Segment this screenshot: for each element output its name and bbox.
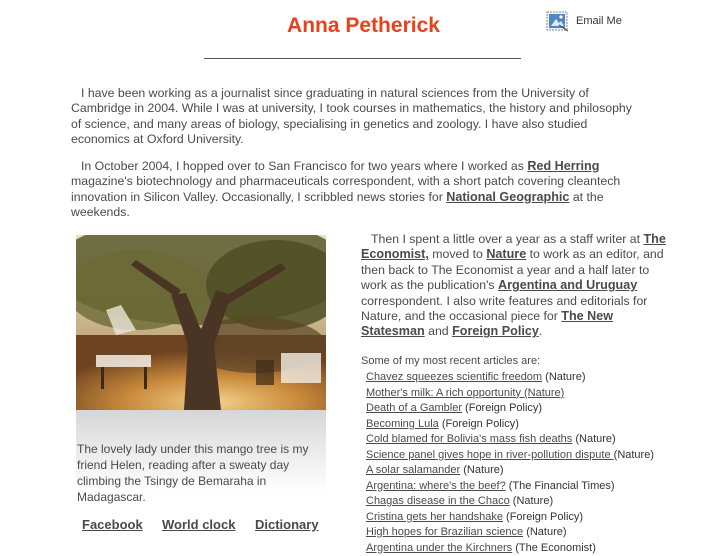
list-item <box>366 370 654 386</box>
p2-text-a: In October 2004, I hopped over to San Francisco for two years where I worked as <box>81 159 527 173</box>
career-text-5: and <box>425 324 452 338</box>
article-source: (Nature) <box>510 495 553 507</box>
career-text-2: moved to <box>429 247 486 261</box>
career-text-4: correspondent. I also write features and editorials for Nature, and the occasional piece for <box>361 294 647 323</box>
recent-articles-heading: Some of my most recent articles are: <box>361 355 540 367</box>
article-source: (Foreign Policy) <box>439 418 519 430</box>
article-source: (The Financial Times) <box>506 480 615 492</box>
articles-list <box>366 370 654 556</box>
article-source: (The Economist) <box>512 542 596 554</box>
list-item <box>366 401 654 417</box>
article-link[interactable]: Argentina under the Kirchners <box>366 542 512 554</box>
mango-tree-photo <box>76 235 326 410</box>
page-title: Anna Petherick <box>0 14 727 38</box>
article-source: (Nature) <box>572 433 615 445</box>
nature-link[interactable]: Nature <box>486 247 526 261</box>
article-link[interactable]: Chagas disease in the Chaco <box>366 495 510 507</box>
article-source: (Foreign Policy) <box>462 402 542 414</box>
title-divider <box>204 58 521 59</box>
email-me-label: Email Me <box>576 15 622 27</box>
list-item <box>366 541 654 556</box>
article-link[interactable]: Argentina: where's the beef? <box>366 480 506 492</box>
foreign-policy-link[interactable]: Foreign Policy <box>452 324 539 338</box>
article-source: (Nature) <box>523 526 566 538</box>
article-link[interactable]: Cold blamed for Bolivia's mass fish deaths <box>366 433 572 445</box>
p2-text-c: at the weekends. <box>71 190 604 219</box>
mail-stamp-icon <box>546 9 570 33</box>
career-text-1: Then I spent a little over a year as a staff writer at <box>371 232 643 246</box>
article-link[interactable]: Cristina gets her handshake <box>366 511 503 523</box>
article-link[interactable]: Becoming Lula <box>366 418 439 430</box>
article-link[interactable]: A solar salamander <box>366 464 460 476</box>
article-link[interactable]: Science panel gives hope in river-pollution dispute <box>366 449 614 461</box>
p2-text-b: magazine's biotechnology and pharmaceuticals correspondent, with a short patch covering cleantech innovation in Silicon Valley. Occasionally, I scribbled news stories for <box>71 174 620 203</box>
list-item <box>366 525 654 541</box>
list-item <box>366 432 654 448</box>
career-paragraph <box>361 232 677 340</box>
article-source: (Nature) <box>614 449 654 461</box>
list-item <box>366 448 654 464</box>
list-item <box>366 510 654 526</box>
career-text-6: . <box>539 324 542 338</box>
photo-caption: The lovely lady under this mango tree is my friend Helen, reading after a sweaty day climbing the Tsingy de Bemaraha in Madagascar. <box>77 441 329 505</box>
new-statesman-link[interactable]: The New Statesman <box>361 309 613 338</box>
email-me-link[interactable] <box>546 9 622 33</box>
list-item <box>366 463 654 479</box>
world-clock-link[interactable]: World clock <box>162 517 235 532</box>
intro-paragraph-2 <box>71 159 637 221</box>
article-source: (Foreign Policy) <box>503 511 583 523</box>
career-text-3: to work as an editor, and then back to The Economist a year and a half later to work as the publication's <box>361 247 664 292</box>
intro-paragraph-1: I have been working as a journalist since graduating in natural sciences from the University of Cambridge in 2004. While I was at university, I took courses in mathematics, the history and philosophy of science, and many areas of biology, specialising in genetics and zoology. I have also studied economics at Oxford University. <box>71 86 637 148</box>
red-herring-link[interactable]: Red Herring <box>527 159 599 173</box>
list-item <box>366 479 654 495</box>
dictionary-link[interactable]: Dictionary <box>255 517 319 532</box>
article-source: (Nature) <box>460 464 503 476</box>
article-link[interactable]: High hopes for Brazilian science <box>366 526 523 538</box>
article-link[interactable]: Chavez squeezes scientific freedom <box>366 371 542 383</box>
list-item <box>366 417 654 433</box>
facebook-link[interactable]: Facebook <box>82 517 143 532</box>
list-item <box>366 494 654 510</box>
article-link[interactable]: Death of a Gambler <box>366 402 462 414</box>
article-link[interactable]: Mother's milk: A rich opportunity (Nature) <box>366 387 564 399</box>
the-economist-link[interactable]: The Economist, <box>361 232 666 261</box>
list-item <box>366 386 654 402</box>
article-source: (Nature) <box>542 371 585 383</box>
national-geographic-link[interactable]: National Geographic <box>446 190 569 204</box>
argentina-uruguay-link[interactable]: Argentina and Uruguay <box>498 278 637 292</box>
